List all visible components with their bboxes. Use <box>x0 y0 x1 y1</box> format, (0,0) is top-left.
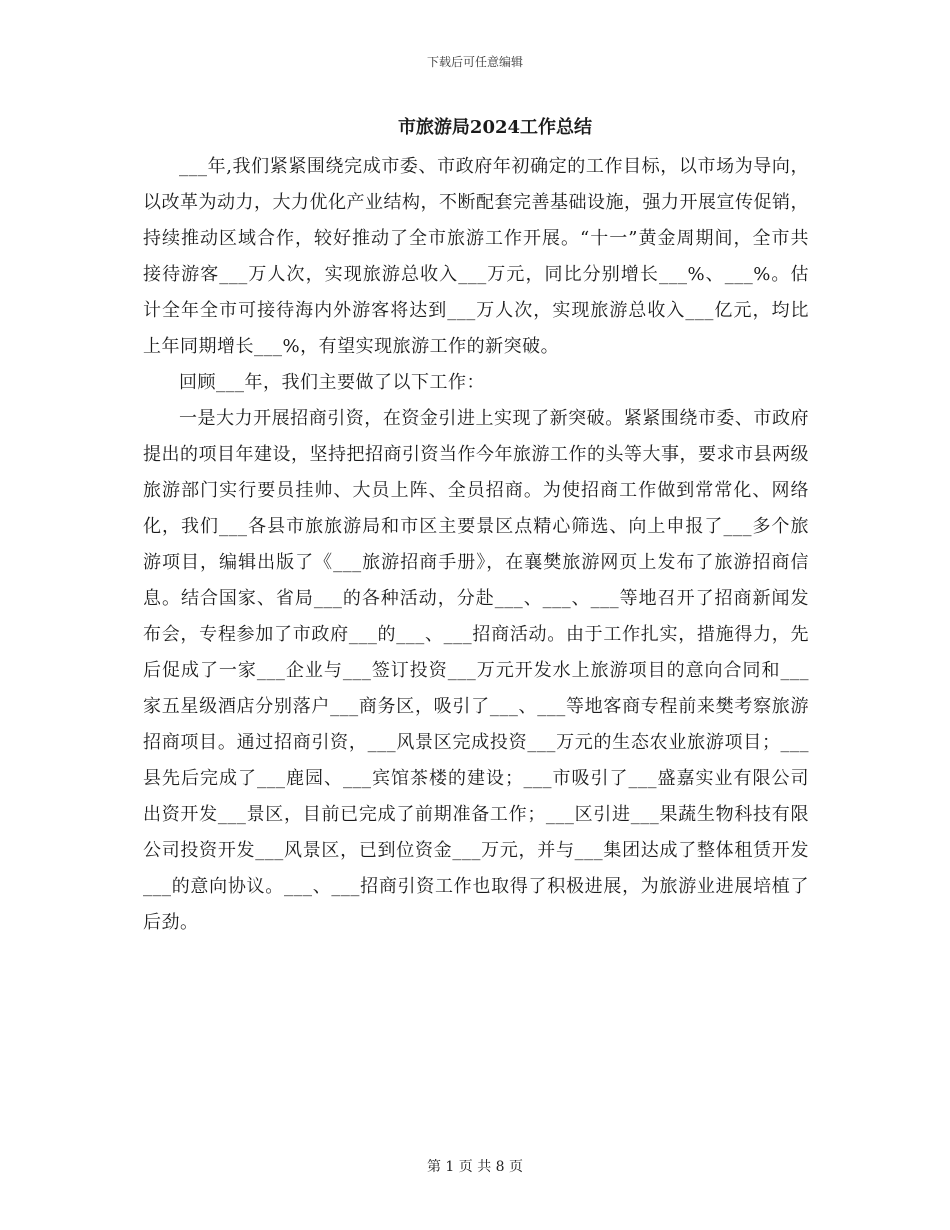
document-title: 市旅游局2024工作总结 <box>397 117 593 138</box>
document-body <box>143 149 809 941</box>
header-note: 下载后可任意编辑 <box>426 55 523 69</box>
paragraph-investment: 一是大力开展招商引资，在资金引进上实现了新突破。紧紧围绕市委、市政府提出的项目年建设，坚持把招商引资当作今年旅游工作的头等大事，要求市县两级旅游部门实行要员挂帅、大员上阵、全员招商。为使招商工作做到常常化、网络化，我们___各县市旅旅游局和市区主要景区点精心筛选、向上申报了___多个旅游项目，编辑出版了《___旅游招商手册》，在襄樊旅游网页上发布了旅游招商信息。结合国家、省局___的各种活动，分赴___、___、___等地召开了招商新闻发布会，专程参加了市政府___的___、___招商活动。由于工作扎实，措施得力，先后促成了一家___企业与___签订投资___万元开发水上旅游项目的意向合同和___家五星级酒店分别落户___商务区，吸引了___、___等地客商专程前来樊考察旅游招商项目。通过招商引资，___风景区完成投资___万元的生态农业旅游项目；___县先后完成了___鹿园、___宾馆茶楼的建设；___市吸引了___盛嘉实业有限公司出资开发___景区，目前已完成了前期准备工作；___区引进___果蔬生物科技有限公司投资开发___风景区，已到位资金___万元，并与___集团达成了整体租赁开发___的意向协议。___、___招商引资工作也取得了积极进展，为旅游业进展培植了后劲。 <box>143 408 809 933</box>
paragraph-review: 回顾___年，我们主要做了以下工作： <box>179 372 485 393</box>
page-footer: 第 1 页 共 8 页 <box>426 1159 524 1175</box>
paragraph-intro: ___年,我们紧紧围绕完成市委、市政府年初确定的工作目标，以市场为导向，以改革为动力，大力优化产业结构，不断配套完善基础设施，强力开展宣传促销，持续推动区域合作，较好推动了全市旅游工作开展。“十一”黄金周期间，全市共接待游客___万人次，实现旅游总收入___万元，同比分别增长___%、___%。估计全年全市可接待海内外游客将达到___万人次，实现旅游总收入___亿元，均比上年同期增长___%，有望实现旅游工作的新突破。 <box>143 156 809 357</box>
